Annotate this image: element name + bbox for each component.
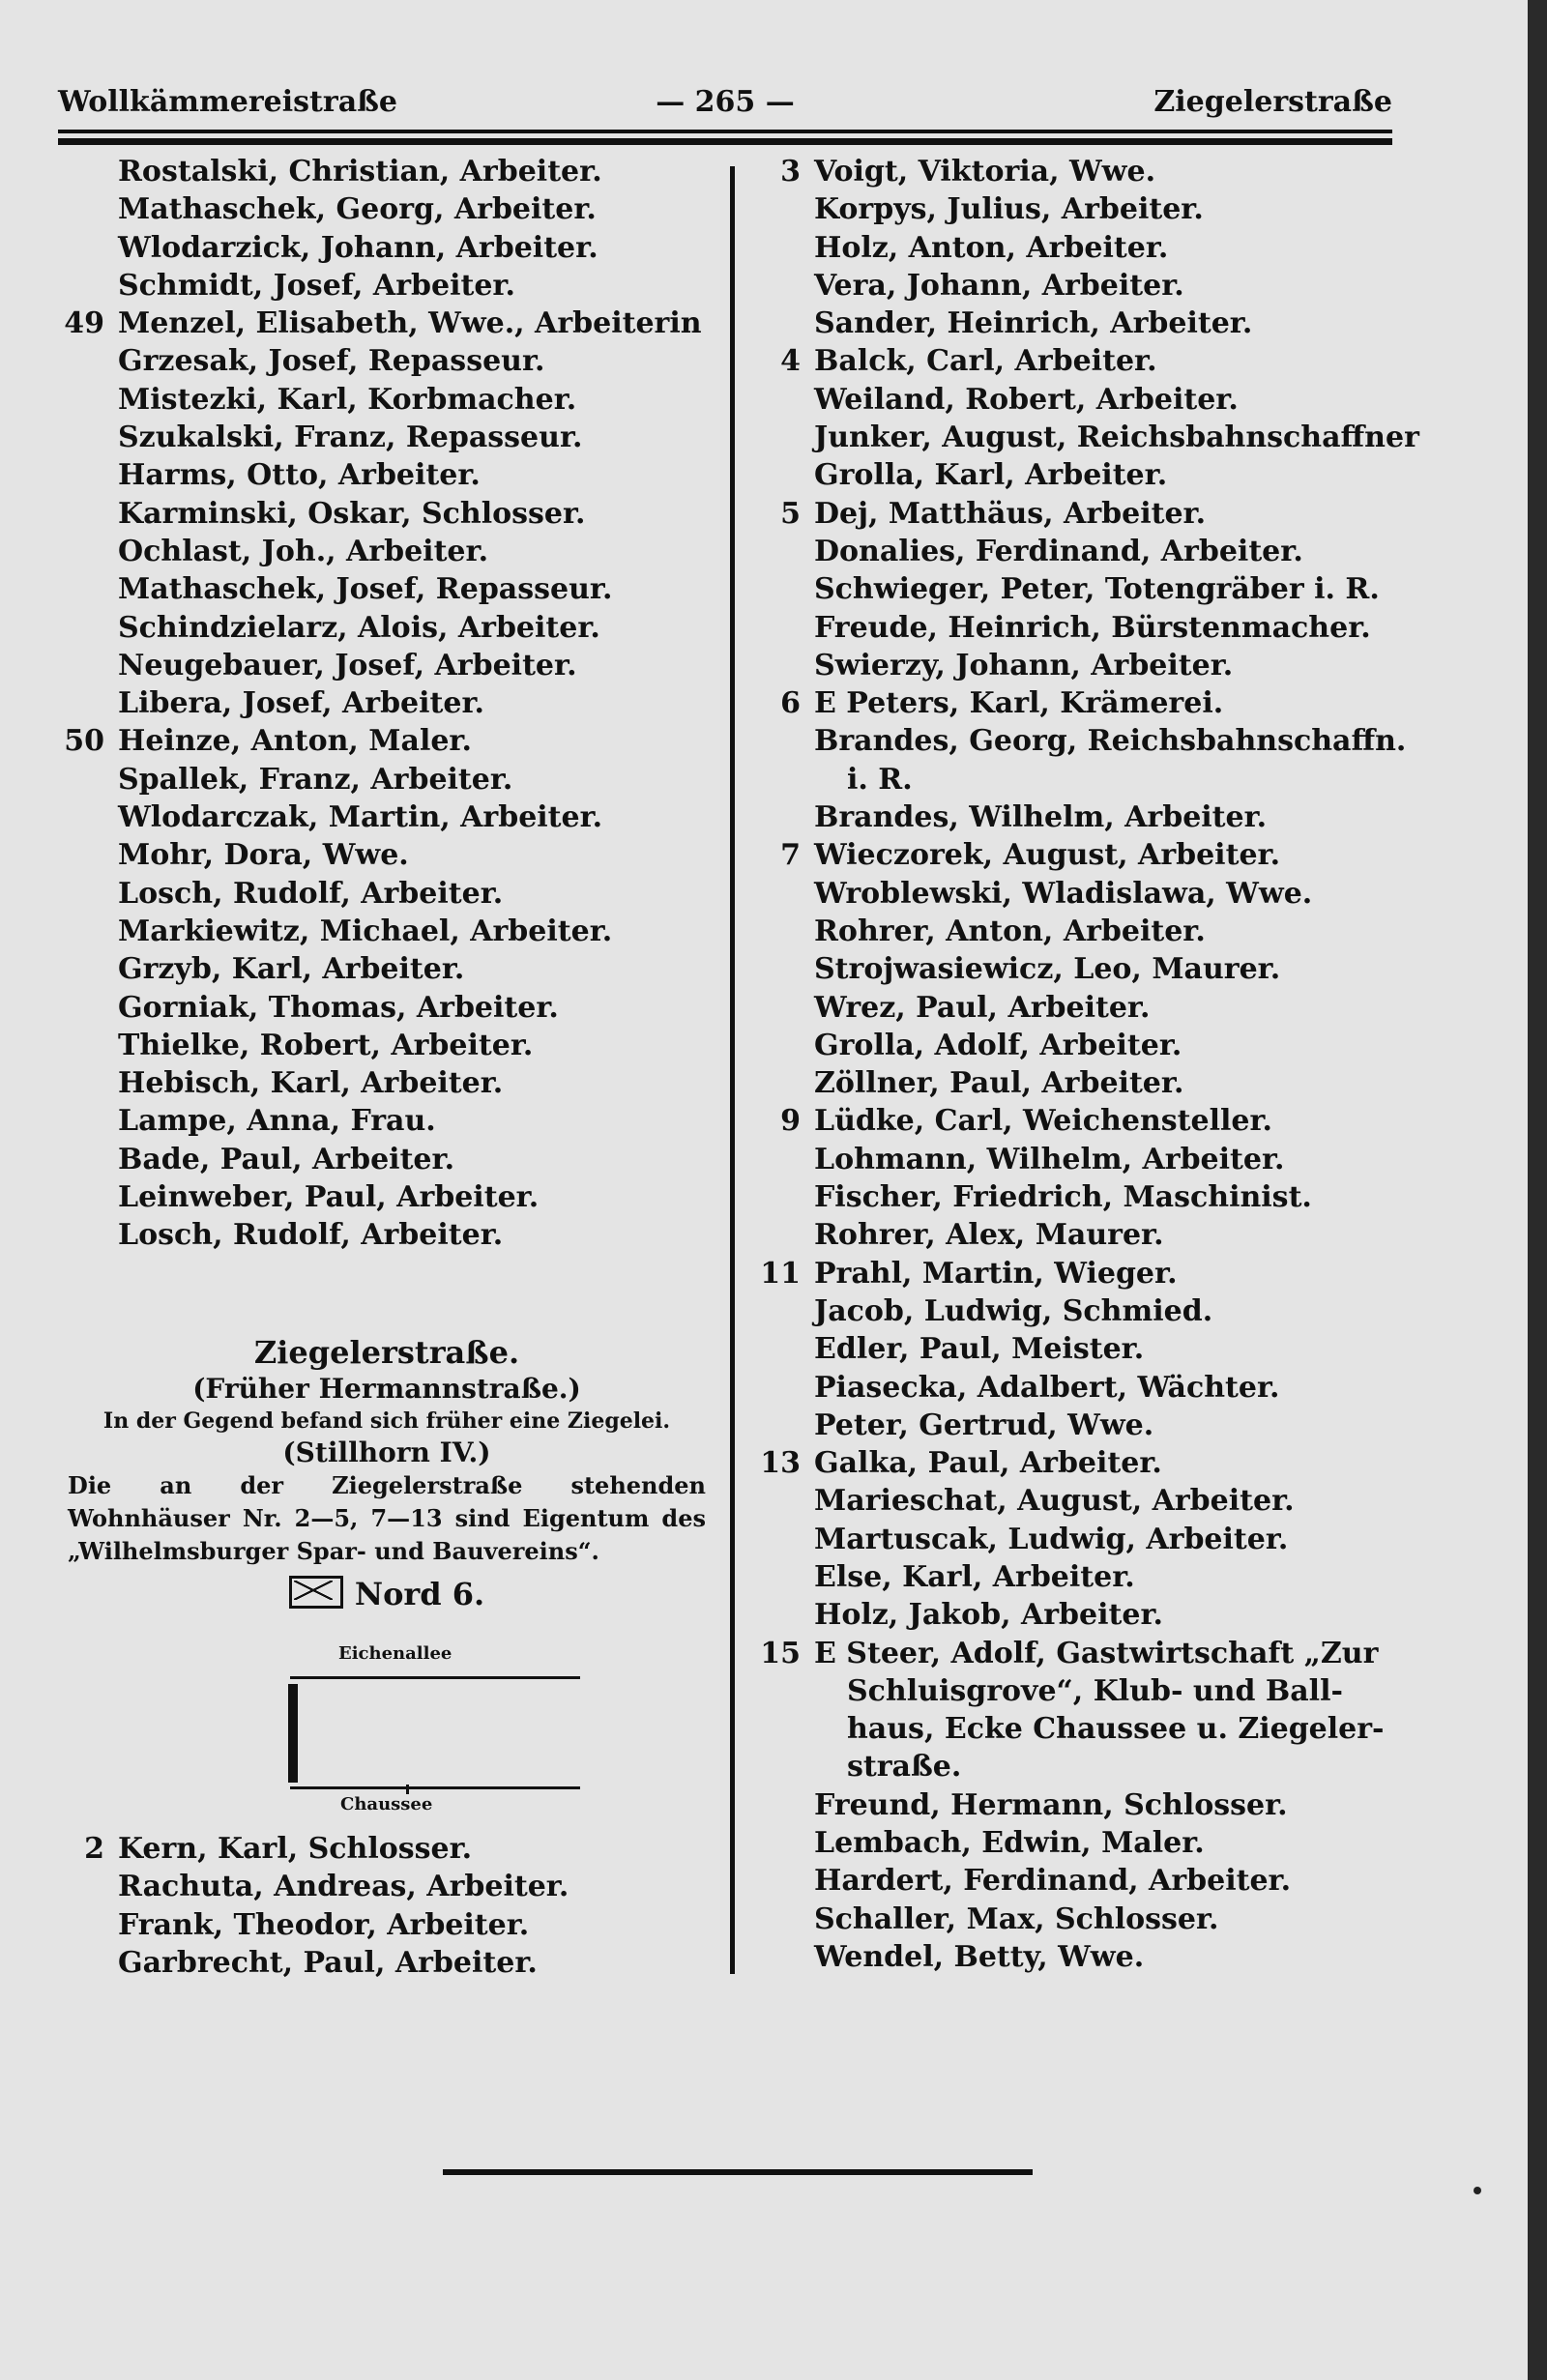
directory-entry <box>58 305 715 342</box>
resident-text: Swierzy, Johann, Arbeiter. <box>814 648 1234 682</box>
resident-text: Hardert, Ferdinand, Arbeiter. <box>814 1864 1292 1899</box>
scan-speck <box>1474 2187 1481 2194</box>
resident-text: Schmidt, Josef, Arbeiter. <box>118 268 515 303</box>
street-history-note: In der Gegend befand sich früher eine Ziegelei. <box>102 1408 671 1434</box>
resident-text: Freude, Heinrich, Bürstenmacher. <box>814 610 1371 645</box>
directory-entry <box>58 381 715 419</box>
house-number: 49 <box>64 306 104 341</box>
resident-text: Korpys, Julius, Arbeiter. <box>814 192 1204 227</box>
house-number: 50 <box>64 724 104 759</box>
resident-text: Wlodarzick, Johann, Arbeiter. <box>118 230 598 265</box>
directory-entry <box>58 798 715 836</box>
resident-text: Mathaschek, Georg, Arbeiter. <box>118 192 597 227</box>
directory-entry <box>58 875 715 913</box>
directory-entry <box>754 342 1412 380</box>
directory-entry <box>754 1672 1412 1710</box>
resident-text: Szukalski, Franz, Repasseur. <box>118 421 583 455</box>
directory-entry <box>754 190 1412 228</box>
directory-entry <box>58 647 715 684</box>
resident-text: Grzyb, Karl, Arbeiter. <box>118 952 465 987</box>
resident-text: Lüdke, Carl, Weichensteller. <box>814 1104 1272 1139</box>
left-bottom-entries <box>58 1830 715 1982</box>
header-left-street: Wollkämmereistraße <box>58 85 398 119</box>
resident-text: Hebisch, Karl, Arbeiter. <box>118 1066 504 1101</box>
map-label-eichenallee: Eichenallee <box>338 1643 452 1664</box>
directory-entry <box>58 989 715 1027</box>
resident-text: Mistezki, Karl, Korbmacher. <box>118 382 577 417</box>
directory-entry <box>754 989 1412 1027</box>
map-street-line <box>288 1684 298 1783</box>
resident-text: Losch, Rudolf, Arbeiter. <box>118 876 504 911</box>
directory-entry <box>754 1521 1412 1558</box>
directory-entry <box>754 1786 1412 1824</box>
directory-entry <box>58 342 715 380</box>
resident-text: Brandes, Georg, Reichsbahnschaffn. <box>814 724 1407 759</box>
street-former-name: (Früher Hermannstraße.) <box>192 1373 581 1405</box>
directory-entry <box>58 913 715 950</box>
resident-text: Garbrecht, Paul, Arbeiter. <box>118 1945 538 1980</box>
resident-text: Weiland, Robert, Arbeiter. <box>814 382 1239 417</box>
resident-text: Rostalski, Christian, Arbeiter. <box>118 155 602 189</box>
directory-entry <box>58 419 715 456</box>
house-number: 4 <box>780 344 801 379</box>
resident-text: Schindzielarz, Alois, Arbeiter. <box>118 610 600 645</box>
resident-text: Leinweber, Paul, Arbeiter. <box>118 1180 540 1215</box>
header-rule-thin <box>58 130 1392 133</box>
resident-text: Mohr, Dora, Wwe. <box>118 838 409 873</box>
street-district: (Stillhorn IV.) <box>282 1437 491 1468</box>
resident-text: Grzesak, Josef, Repasseur. <box>118 344 545 379</box>
resident-text: Wroblewski, Wladislawa, Wwe. <box>814 876 1313 911</box>
resident-text: Lohmann, Wilhelm, Arbeiter. <box>814 1142 1285 1176</box>
resident-text: Voigt, Viktoria, Wwe. <box>814 155 1156 189</box>
resident-text: Neugebauer, Josef, Arbeiter. <box>118 648 577 682</box>
resident-text: Grolla, Adolf, Arbeiter. <box>814 1028 1182 1062</box>
directory-entry <box>58 1027 715 1064</box>
resident-text: Wlodarczak, Martin, Arbeiter. <box>118 800 603 835</box>
left-column <box>58 153 715 1255</box>
footer-rule <box>443 2169 1033 2175</box>
envelope-icon <box>289 1576 343 1609</box>
directory-entry <box>754 1901 1412 1938</box>
directory-entry <box>58 533 715 570</box>
directory-entry <box>58 1906 715 1944</box>
resident-text: Prahl, Martin, Wieger. <box>814 1256 1178 1291</box>
directory-entry <box>754 456 1412 494</box>
directory-entry <box>754 1558 1412 1596</box>
directory-entry <box>58 836 715 874</box>
directory-entry <box>754 1102 1412 1140</box>
resident-text: straße. <box>847 1750 962 1785</box>
directory-entry <box>58 1830 715 1868</box>
resident-text: Fischer, Friedrich, Maschinist. <box>814 1180 1312 1215</box>
resident-text: Freund, Hermann, Schlosser. <box>814 1787 1288 1822</box>
directory-entry <box>58 761 715 798</box>
directory-entry <box>754 1862 1412 1900</box>
directory-entry <box>754 381 1412 419</box>
directory-entry <box>754 1255 1412 1292</box>
resident-text: Lembach, Edwin, Maler. <box>814 1826 1205 1861</box>
postal-district-label: Nord 6. <box>354 1576 485 1612</box>
directory-entry <box>58 1064 715 1102</box>
directory-entry <box>754 875 1412 913</box>
directory-entry <box>754 1635 1412 1672</box>
directory-entry <box>58 1178 715 1216</box>
resident-text: Rohrer, Alex, Maurer. <box>814 1218 1164 1253</box>
directory-entry <box>58 570 715 608</box>
directory-entry <box>58 1216 715 1254</box>
resident-text: Dej, Matthäus, Arbeiter. <box>814 496 1207 531</box>
resident-text: Karminski, Oskar, Schlosser. <box>118 496 586 531</box>
resident-text: Thielke, Robert, Arbeiter. <box>118 1028 534 1062</box>
directory-entry <box>754 761 1412 798</box>
resident-text: Rachuta, Andreas, Arbeiter. <box>118 1870 569 1904</box>
directory-entry <box>754 1027 1412 1064</box>
page-number: — 265 — <box>656 85 795 119</box>
resident-text: Donalies, Ferdinand, Arbeiter. <box>814 534 1303 568</box>
directory-entry <box>58 267 715 305</box>
resident-text: Markiewitz, Michael, Arbeiter. <box>118 914 613 948</box>
resident-text: Schwieger, Peter, Totengräber i. R. <box>814 572 1380 607</box>
directory-entry <box>58 950 715 988</box>
directory-entry <box>754 229 1412 267</box>
house-number: 3 <box>780 155 801 189</box>
directory-entry <box>754 267 1412 305</box>
directory-entry <box>58 456 715 494</box>
resident-text: Heinze, Anton, Maler. <box>118 724 472 759</box>
resident-text: Martuscak, Ludwig, Arbeiter. <box>814 1522 1289 1556</box>
directory-entry <box>754 1482 1412 1520</box>
resident-text: Schluisgrove“, Klub- und Ball- <box>847 1673 1343 1708</box>
resident-text: Peter, Gertrud, Wwe. <box>814 1408 1154 1442</box>
directory-entry <box>754 684 1412 722</box>
right-column <box>754 153 1419 1976</box>
resident-text: Spallek, Franz, Arbeiter. <box>118 762 513 797</box>
directory-entry <box>754 609 1412 647</box>
house-number: 9 <box>780 1104 801 1139</box>
directory-entry <box>754 1938 1412 1976</box>
resident-text: Marieschat, August, Arbeiter. <box>814 1484 1295 1519</box>
resident-text: Schaller, Max, Schlosser. <box>814 1901 1219 1936</box>
directory-entry <box>754 495 1412 533</box>
directory-entry <box>58 153 715 190</box>
scan-edge <box>1528 0 1547 2380</box>
directory-entry <box>58 1102 715 1140</box>
directory-entry <box>754 1596 1412 1634</box>
house-number: 11 <box>760 1256 801 1291</box>
resident-text: Balck, Carl, Arbeiter. <box>814 344 1157 379</box>
resident-text: Zöllner, Paul, Arbeiter. <box>814 1066 1184 1101</box>
directory-entry <box>754 836 1412 874</box>
resident-text: Wrez, Paul, Arbeiter. <box>814 990 1151 1025</box>
resident-text: Piasecka, Adalbert, Wächter. <box>814 1370 1280 1405</box>
directory-entry <box>754 1216 1412 1254</box>
resident-text: Sander, Heinrich, Arbeiter. <box>814 306 1253 341</box>
directory-entry <box>58 722 715 760</box>
directory-entry <box>754 1748 1412 1785</box>
resident-text: Mathaschek, Josef, Repasseur. <box>118 572 613 607</box>
house-number: 15 <box>760 1636 801 1670</box>
directory-entry <box>754 1710 1412 1748</box>
street-section-ziegelerstrasse <box>58 1332 715 1616</box>
resident-text: Frank, Theodor, Arbeiter. <box>118 1907 530 1942</box>
directory-entry <box>754 1407 1412 1444</box>
directory-entry <box>754 1292 1412 1330</box>
house-number: 13 <box>760 1446 801 1481</box>
directory-entry <box>58 684 715 722</box>
directory-entry <box>754 722 1412 760</box>
directory-entry <box>58 229 715 267</box>
resident-text: Harms, Otto, Arbeiter. <box>118 458 481 493</box>
resident-text: Libera, Josef, Arbeiter. <box>118 686 484 721</box>
street-title: Ziegelerstraße. <box>253 1334 520 1371</box>
directory-entry <box>754 1330 1412 1368</box>
resident-text: haus, Ecke Chaussee u. Ziegeler- <box>847 1712 1385 1747</box>
resident-text: Else, Karl, Arbeiter. <box>814 1559 1135 1594</box>
directory-entry <box>754 798 1412 836</box>
resident-text: Holz, Anton, Arbeiter. <box>814 230 1169 265</box>
map-line-bottom <box>290 1786 580 1789</box>
resident-text: Lampe, Anna, Frau. <box>118 1104 436 1139</box>
resident-text: Jacob, Ludwig, Schmied. <box>814 1293 1213 1328</box>
house-number: 7 <box>780 838 801 873</box>
header-right-street: Ziegelerstraße <box>1153 85 1392 119</box>
resident-text: Holz, Jakob, Arbeiter. <box>814 1598 1163 1633</box>
directory-entry <box>754 647 1412 684</box>
map-tick <box>406 1785 409 1794</box>
directory-entry <box>754 305 1412 342</box>
directory-entry <box>754 1178 1412 1216</box>
directory-entry <box>58 609 715 647</box>
column-divider <box>730 166 735 1974</box>
directory-entry <box>754 1824 1412 1862</box>
directory-entry <box>58 1868 715 1905</box>
postal-district <box>58 1572 715 1616</box>
house-number: 2 <box>84 1832 104 1866</box>
directory-entry <box>754 153 1412 190</box>
resident-text: Edler, Paul, Meister. <box>814 1332 1145 1367</box>
directory-entry <box>754 1141 1412 1178</box>
directory-entry <box>754 533 1412 570</box>
resident-text: Wieczorek, August, Arbeiter. <box>814 838 1281 873</box>
resident-text: Ochlast, Joh., Arbeiter. <box>118 534 489 568</box>
directory-entry <box>58 190 715 228</box>
resident-text: Gorniak, Thomas, Arbeiter. <box>118 990 559 1025</box>
street-ownership-paragraph: Die an der Ziegelerstraße stehenden Wohnhäuser Nr. 2—5, 7—13 sind Eigentum des „Wilhelmsburger Spar- und Bauvereins“. <box>68 1471 706 1565</box>
resident-text: i. R. <box>847 762 913 797</box>
resident-text: E Peters, Karl, Krämerei. <box>814 686 1224 721</box>
directory-entry <box>754 1369 1412 1407</box>
house-number: 6 <box>780 686 801 721</box>
map-line-top <box>290 1676 580 1679</box>
map-label-chaussee: Chaussee <box>340 1794 433 1814</box>
resident-text: Rohrer, Anton, Arbeiter. <box>814 914 1206 948</box>
directory-entry <box>754 950 1412 988</box>
directory-entry <box>58 1141 715 1178</box>
resident-text: Menzel, Elisabeth, Wwe., Arbeiterin <box>118 306 702 341</box>
directory-entry <box>754 913 1412 950</box>
directory-entry <box>58 495 715 533</box>
resident-text: Galka, Paul, Arbeiter. <box>814 1446 1162 1481</box>
directory-entry <box>754 419 1419 456</box>
directory-entry <box>754 1444 1412 1482</box>
directory-entry <box>58 1944 715 1982</box>
resident-text: Kern, Karl, Schlosser. <box>118 1832 473 1866</box>
header-rule-thick <box>58 138 1392 145</box>
house-number: 5 <box>780 496 801 531</box>
resident-text: Bade, Paul, Arbeiter. <box>118 1142 455 1176</box>
directory-entry <box>754 1064 1412 1102</box>
resident-text: Wendel, Betty, Wwe. <box>814 1939 1145 1974</box>
resident-text: Junker, August, Reichsbahnschaffner <box>814 421 1419 455</box>
resident-text: E Steer, Adolf, Gastwirtschaft „Zur <box>814 1636 1379 1670</box>
directory-entry <box>754 570 1412 608</box>
resident-text: Vera, Johann, Arbeiter. <box>814 268 1184 303</box>
page-header <box>58 85 1392 133</box>
resident-text: Grolla, Karl, Arbeiter. <box>814 458 1168 493</box>
resident-text: Losch, Rudolf, Arbeiter. <box>118 1218 504 1253</box>
resident-text: Brandes, Wilhelm, Arbeiter. <box>814 800 1268 835</box>
resident-text: Strojwasiewicz, Leo, Maurer. <box>814 952 1281 987</box>
street-map <box>280 1643 590 1827</box>
